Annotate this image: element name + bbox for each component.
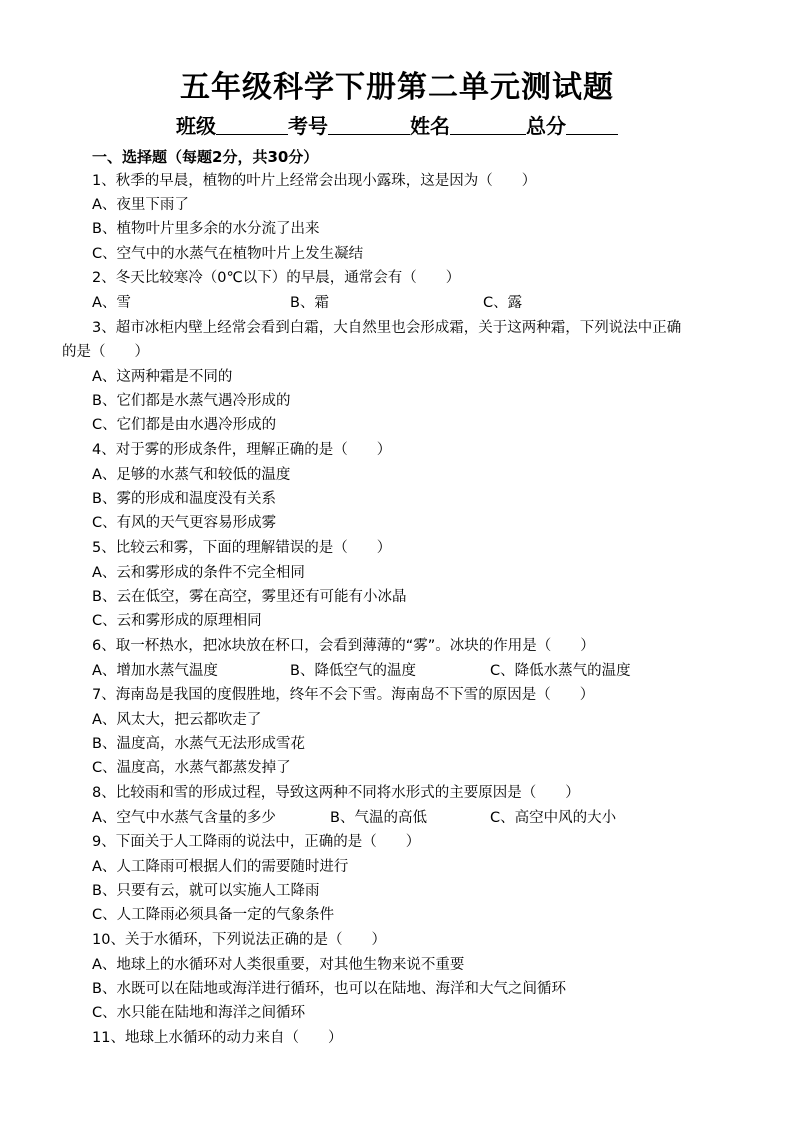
question-7-option-b[interactable]: B、温度高，水蒸气无法形成雪花: [92, 736, 305, 752]
question-6-option-b[interactable]: B、降低空气的温度: [290, 663, 416, 679]
class-blank[interactable]: [216, 116, 288, 135]
question-2-option-a[interactable]: A、雪: [92, 295, 131, 311]
question-1-stem: 1、秋季的早晨，植物的叶片上经常会出现小露珠，这是因为（ ）: [92, 173, 537, 189]
class-label: 班级: [176, 114, 216, 138]
question-3-stem-line2: 的是（ ）: [62, 344, 149, 360]
question-3-option-a[interactable]: A、这两种霜是不同的: [92, 369, 233, 385]
question-6-stem: 6、取一杯热水，把冰块放在杯口，会看到薄薄的“雾”。冰块的作用是（ ）: [92, 638, 595, 654]
question-9-option-b[interactable]: B、只要有云，就可以实施人工降雨: [92, 883, 320, 899]
score-blank[interactable]: [566, 116, 618, 135]
question-9-option-c[interactable]: C、人工降雨必须具备一定的气象条件: [92, 907, 335, 923]
question-7-stem: 7、海南岛是我国的度假胜地，终年不会下雪。海南岛不下雪的原因是（ ）: [92, 687, 595, 703]
question-10-stem: 10、关于水循环，下列说法正确的是（ ）: [92, 932, 386, 948]
question-3-stem-line1: 3、超市冰柜内壁上经常会看到白霜，大自然里也会形成霜，关于这两种霜，下列说法中正确: [92, 320, 682, 336]
question-4-option-c[interactable]: C、有风的天气更容易形成雾: [92, 515, 277, 531]
question-5-option-b[interactable]: B、云在低空，雾在高空，雾里还有可能有小冰晶: [92, 589, 407, 605]
name-label: 姓名: [410, 114, 450, 138]
question-10-option-b[interactable]: B、水既可以在陆地或海洋进行循环，也可以在陆地、海洋和大气之间循环: [92, 981, 566, 997]
question-10-option-c[interactable]: C、水只能在陆地和海洋之间循环: [92, 1005, 306, 1021]
question-8-stem: 8、比较雨和雪的形成过程，导致这两种不同将水形式的主要原因是（ ）: [92, 785, 580, 801]
question-5-stem: 5、比较云和雾，下面的理解错误的是（ ）: [92, 540, 392, 556]
exam-no-blank[interactable]: [328, 116, 410, 135]
page-title: 五年级科学下册第二单元测试题: [180, 70, 614, 105]
question-8-option-c[interactable]: C、高空中风的大小: [490, 810, 617, 826]
question-1-option-a[interactable]: A、夜里下雨了: [92, 197, 189, 213]
question-10-option-a[interactable]: A、地球上的水循环对人类很重要，对其他生物来说不重要: [92, 957, 465, 973]
question-8-option-a[interactable]: A、空气中水蒸气含量的多少: [92, 810, 276, 826]
question-3-option-b[interactable]: B、它们都是水蒸气遇冷形成的: [92, 393, 291, 409]
name-blank[interactable]: [450, 116, 526, 135]
question-6-option-a[interactable]: A、增加水蒸气温度: [92, 663, 218, 679]
question-4-option-b[interactable]: B、雾的形成和温度没有关系: [92, 491, 276, 507]
question-4-stem: 4、对于雾的形成条件，理解正确的是（ ）: [92, 442, 392, 458]
question-5-option-a[interactable]: A、云和雾形成的条件不完全相同: [92, 565, 305, 581]
question-1-option-c[interactable]: C、空气中的水蒸气在植物叶片上发生凝结: [92, 246, 364, 262]
question-4-option-a[interactable]: A、足够的水蒸气和较低的温度: [92, 467, 291, 483]
question-3-option-c[interactable]: C、它们都是由水遇冷形成的: [92, 417, 277, 433]
question-2-stem: 2、冬天比较寒冷（0℃以下）的早晨，通常会有（ ）: [92, 270, 461, 286]
score-label: 总分: [526, 114, 566, 138]
question-1-option-b[interactable]: B、植物叶片里多余的水分流了出来: [92, 221, 320, 237]
question-6-option-c[interactable]: C、降低水蒸气的温度: [490, 663, 631, 679]
question-2-option-c[interactable]: C、露: [483, 295, 523, 311]
question-11-stem: 11、地球上水循环的动力来自（ ）: [92, 1030, 343, 1046]
student-info-line: [0, 110, 794, 139]
question-8-option-b[interactable]: B、气温的高低: [330, 810, 427, 826]
question-9-stem: 9、下面关于人工降雨的说法中，正确的是（ ）: [92, 834, 421, 850]
question-2-option-b[interactable]: B、霜: [290, 295, 329, 311]
question-7-option-a[interactable]: A、风太大，把云都吹走了: [92, 712, 262, 728]
question-9-option-a[interactable]: A、人工降雨可根据人们的需要随时进行: [92, 859, 349, 875]
question-7-option-c[interactable]: C、温度高，水蒸气都蒸发掉了: [92, 760, 291, 776]
question-5-option-c[interactable]: C、云和雾形成的原理相同: [92, 613, 262, 629]
section-heading: 一、选择题（每题2分，共30分）: [92, 148, 319, 166]
exam-no-label: 考号: [288, 114, 328, 138]
